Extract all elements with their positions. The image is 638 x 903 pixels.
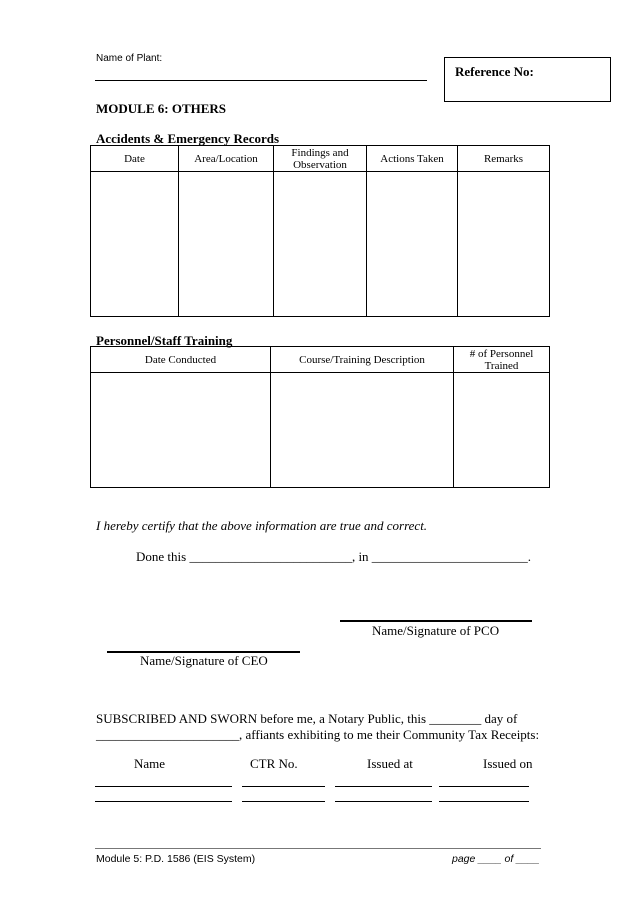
accidents-col-date: Date (91, 146, 179, 172)
ctr-col-ctr-no: CTR No. (250, 756, 298, 771)
pco-signature-label: Name/Signature of PCO (372, 623, 500, 638)
ctr-blank (242, 801, 325, 802)
ctr-col-issued-at: Issued at (367, 756, 413, 771)
ctr-col-issued-on: Issued on (483, 756, 533, 771)
reference-label: Reference No: (455, 64, 534, 79)
ctr-blank (242, 786, 325, 787)
ctr-col-name: Name (134, 756, 166, 771)
accidents-cell-remarks (458, 172, 550, 317)
training-table (90, 346, 550, 488)
ctr-blank (95, 801, 232, 802)
reference-box (444, 57, 611, 102)
ctr-blank (335, 786, 432, 787)
training-col-course: Course/Training Description (271, 347, 454, 373)
footer-page-number: page ____ of ____ (452, 853, 540, 865)
accidents-cell-area (179, 172, 274, 317)
plant-name-label: Name of Plant: (96, 53, 163, 64)
pco-signature-line (340, 620, 532, 622)
certification-statement: I hereby certify that the above information are true and correct. (96, 518, 428, 533)
accidents-col-remarks: Remarks (458, 146, 550, 172)
training-header-row (91, 347, 550, 373)
accidents-cell-date (91, 172, 179, 317)
ctr-blank (95, 786, 232, 787)
accidents-col-actions: Actions Taken (367, 146, 458, 172)
done-this-line: Done this _________________________, in ________________________. (136, 549, 532, 564)
training-body-row (91, 373, 550, 488)
accidents-col-area: Area/Location (179, 146, 274, 172)
footer-module-label: Module 5: P.D. 1586 (EIS System) (96, 853, 256, 865)
ctr-blank (439, 786, 529, 787)
training-cell-date (91, 373, 271, 488)
accidents-body-row (91, 172, 550, 317)
training-col-personnel: # of Personnel Trained (454, 347, 550, 373)
accidents-table (90, 145, 550, 317)
plant-name-line (95, 80, 427, 81)
notary-line-1: SUBSCRIBED AND SWORN before me, a Notary Public, this ________ day of (96, 711, 518, 726)
notary-line-2: ______________________, affiants exhibiting to me their Community Tax Receipts: (96, 727, 540, 742)
accidents-col-findings: Findings and Observation (274, 146, 367, 172)
footer-rule (95, 848, 541, 849)
accidents-header-row (91, 146, 550, 172)
ceo-signature-label: Name/Signature of CEO (140, 653, 268, 668)
accidents-title: Accidents & Emergency Records (96, 131, 280, 146)
training-title: Personnel/Staff Training (96, 333, 233, 348)
training-col-date: Date Conducted (91, 347, 271, 373)
ctr-blank (439, 801, 529, 802)
training-cell-personnel (454, 373, 550, 488)
accidents-cell-actions (367, 172, 458, 317)
module-title: MODULE 6: OTHERS (96, 101, 227, 116)
accidents-cell-findings (274, 172, 367, 317)
ctr-blank (335, 801, 432, 802)
training-cell-course (271, 373, 454, 488)
